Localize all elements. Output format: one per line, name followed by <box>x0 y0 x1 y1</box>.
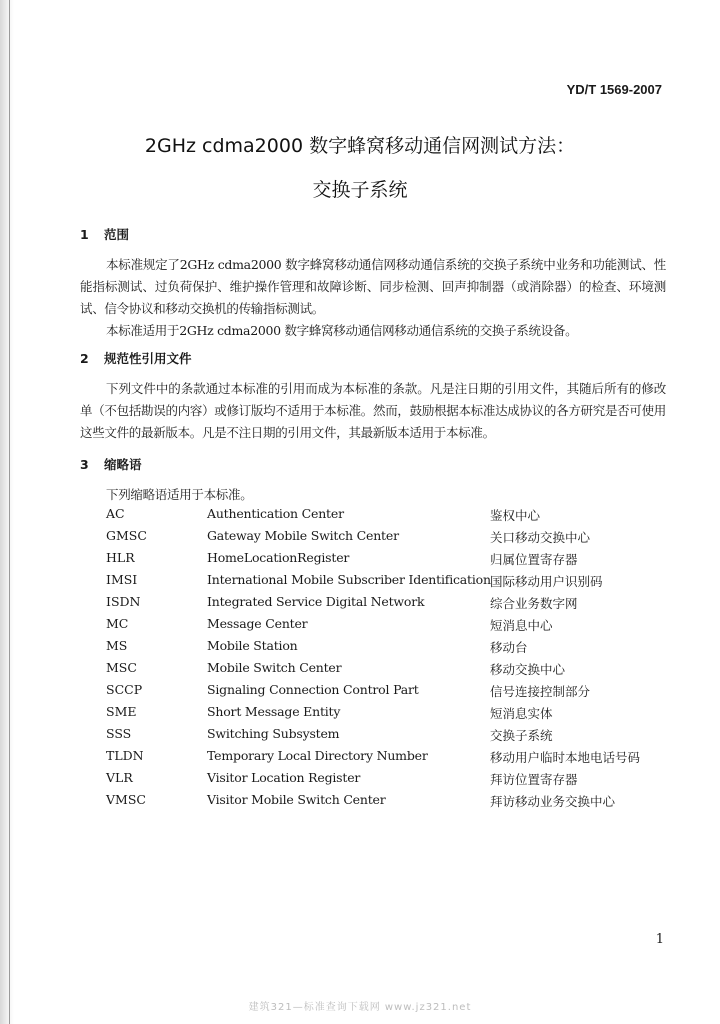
standard-number: YD/T 1569-2007 <box>566 82 662 97</box>
references-paragraph: 下列文件中的条款通过本标准的引用而成为本标准的条款。凡是注日期的引用文件，其随后所有的修改单（不包括勘误的内容）或修订版均不适用于本标准。然而，鼓励根据本标准达成协议的各方研究是否可使用这些文件的最新版本。凡是不注日期的引用文件，其最新版本适用于本标准。 <box>80 381 666 440</box>
abbreviation-english: Signaling Connection Control Part <box>207 682 419 697</box>
abbreviation-english: Mobile Station <box>207 638 298 653</box>
document-title: 2GHz cdma2000 数字蜂窝移动通信网测试方法： <box>144 135 576 157</box>
abbreviation-chinese: 鉴权中心 <box>490 508 541 523</box>
abbreviation-english: HomeLocationRegister <box>207 550 350 565</box>
abbreviation-chinese: 移动交换中心 <box>490 662 566 677</box>
section-heading-scope <box>80 225 129 243</box>
abbreviation: GMSC <box>106 528 147 543</box>
abbreviation-chinese: 信号连接控制部分 <box>490 684 591 699</box>
abbreviation-row <box>0 660 720 682</box>
abbreviation-english: Temporary Local Directory Number <box>207 748 428 763</box>
section-number: 1 <box>80 227 89 242</box>
abbreviation-english: Integrated Service Digital Network <box>207 594 425 609</box>
abbreviation: MS <box>106 638 128 653</box>
abbreviation-chinese: 移动台 <box>490 640 528 655</box>
abbreviation-english: Authentication Center <box>207 506 344 521</box>
abbreviation-chinese: 国际移动用户识别码 <box>490 574 603 589</box>
abbreviation-english: International Mobile Subscriber Identification <box>207 572 491 587</box>
abbreviation: MC <box>106 616 129 631</box>
section-number: 3 <box>80 457 89 472</box>
abbreviation-chinese: 短消息实体 <box>490 706 553 721</box>
scope-paragraph-1: 本标准规定了2GHz cdma2000 数字蜂窝移动通信网移动通信系统的交换子系统中业务和功能测试、性能指标测试、过负荷保护、维护操作管理和故障诊断、同步检测、回声抑制器（或消除器）的检查、环境测试、信令协议和移动交换机的传输指标测试。 <box>80 257 666 316</box>
abbreviation: SME <box>106 704 137 719</box>
section-title: 范围 <box>104 227 130 242</box>
abbreviation-row <box>0 704 720 726</box>
abbreviation-english: Mobile Switch Center <box>207 660 342 675</box>
abbreviation-english: Visitor Location Register <box>207 770 361 785</box>
abbreviation: VMSC <box>106 792 146 807</box>
abbreviation-chinese: 短消息中心 <box>490 618 553 633</box>
abbreviation: SCCP <box>106 682 143 697</box>
abbreviation: TLDN <box>106 748 144 763</box>
section-title: 缩略语 <box>104 457 142 472</box>
abbreviation-chinese: 综合业务数字网 <box>490 596 578 611</box>
abbreviation-row <box>0 550 720 572</box>
abbreviation-chinese: 归属位置寄存器 <box>490 552 578 567</box>
footer-watermark: 建筑321—标准查询下载网 www.jz321.net <box>248 1002 472 1013</box>
abbreviation-row <box>0 638 720 660</box>
abbreviation-chinese: 移动用户临时本地电话号码 <box>490 750 641 765</box>
page-number: 1 <box>655 932 664 947</box>
section-heading-normative-references <box>80 349 192 367</box>
abbreviation-row <box>0 748 720 770</box>
abbreviation-row <box>0 594 720 616</box>
abbreviation-row <box>0 770 720 792</box>
abbreviation: SSS <box>106 726 132 741</box>
abbreviation: ISDN <box>106 594 141 609</box>
abbreviation-english: Short Message Entity <box>207 704 341 719</box>
abbreviation-row <box>0 616 720 638</box>
abbreviation-row <box>0 572 720 594</box>
section-title: 规范性引用文件 <box>104 351 192 366</box>
abbreviation-row <box>0 528 720 550</box>
abbreviation-english: Switching Subsystem <box>207 726 340 741</box>
section-number: 2 <box>80 351 89 366</box>
document-subtitle: 交换子系统 <box>312 179 408 201</box>
abbreviation-english: Message Center <box>207 616 308 631</box>
abbreviation: MSC <box>106 660 137 675</box>
abbreviation-english: Gateway Mobile Switch Center <box>207 528 399 543</box>
abbreviations-intro: 下列缩略语适用于本标准。 <box>106 487 253 502</box>
abbreviation-chinese: 拜访移动业务交换中心 <box>490 794 616 809</box>
abbreviation-row <box>0 682 720 704</box>
abbreviation: AC <box>106 506 125 521</box>
abbreviation-chinese: 交换子系统 <box>490 728 553 743</box>
section-heading-abbreviations <box>80 455 142 473</box>
abbreviation-chinese: 拜访位置寄存器 <box>490 772 578 787</box>
abbreviation: VLR <box>106 770 133 785</box>
abbreviation-row <box>0 792 720 814</box>
abbreviation-row <box>0 726 720 748</box>
abbreviation: IMSI <box>106 572 138 587</box>
abbreviation: HLR <box>106 550 135 565</box>
scope-paragraph-2: 本标准适用于2GHz cdma2000 数字蜂窝移动通信网移动通信系统的交换子系统设备。 <box>106 323 578 338</box>
abbreviation-english: Visitor Mobile Switch Center <box>207 792 386 807</box>
abbreviation-chinese: 关口移动交换中心 <box>490 530 591 545</box>
abbreviation-row <box>0 506 720 528</box>
